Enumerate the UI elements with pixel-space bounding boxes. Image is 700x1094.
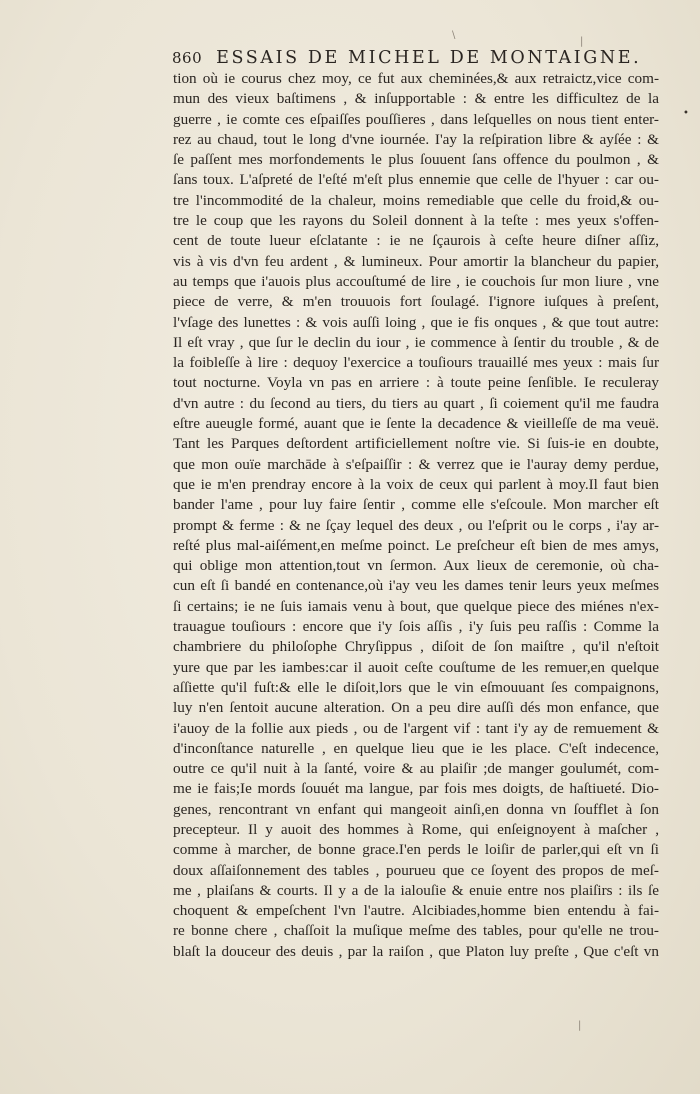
text-line: cun eſt ſi bandé en contenance,où i'ay veu les dames tenir leurs yeux meſmes <box>173 577 659 595</box>
text-line: tre l'incommodité de la chaleur, moins remediable que celle du froid,& ou- <box>173 191 659 209</box>
text-line: Tant les Parques deſtordent artificiellement noſtre vie. Si ſuis-ie en doubte, <box>173 435 659 453</box>
text-line: guerre , ie comte ces eſpaiſſes pouſſieres , dans leſquelles on nous tient enter- <box>173 110 659 128</box>
text-line: au temps que i'auois plus accouſtumé de lire , ie couchois ſur mon liure , vne <box>173 272 659 290</box>
text-line: choquent & empeſchent l'vn l'autre. Alcibiades,homme bien entendu à fai- <box>173 902 659 920</box>
text-line: ſe paſſent mes morfondements le plus ſouuent ſans offence du poulmon , & <box>173 151 659 169</box>
text-line: luy n'en ſentoit aucune alteration. On a peu dire auſſi dés mon enfance, que <box>173 699 659 717</box>
body-text <box>173 69 659 962</box>
text-line: vis à vis d'vn feu ardent , & lumineux. Pour amortir la blancheur du papier, <box>173 252 659 270</box>
text-line: cent de toute lueur eſclatante : ie ne ſçaurois à ceſte heure diſner aſſiz, <box>173 232 659 250</box>
text-line: rez au chaud, tout le long d'vne iournée. I'ay la reſpiration libre & ayſée : & <box>173 130 659 148</box>
text-line: tion où ie courus chez moy, ce fut aux cheminées,& aux retraictz,vice com- <box>173 70 659 87</box>
text-line: piece de verre, & m'en trouuois fort ſoulagé. I'ignore iuſques à preſent, <box>173 293 659 311</box>
text-line: precepteur. Il y auoit des hommes à Rome, qui enſeignoyent à maſcher , <box>173 820 659 838</box>
page-number: 860 <box>172 49 203 67</box>
text-line: doux aſſaiſonnement des tables , pourueu que ce ſoyent des propos de meſ- <box>173 861 659 879</box>
text-line: ſi certains; ie ne ſuis iamais venu à bout, que quelque piece des miénes n'ex- <box>173 597 659 615</box>
text-line: tout nocturne. Voyla vn pas en arriere : à toute peine ſenſible. Ie reculeray <box>173 374 659 392</box>
text-line: me , plaiſans & courts. Il y a de la ialouſie & enuie entre nos plaiſirs : ils ſe <box>173 881 659 899</box>
top-margin-mark: \ <box>452 30 456 41</box>
text-line: me ie fais;Ie mords ſouuét ma langue, par fois mes doigts, de haſtiueté. Dio- <box>173 780 659 798</box>
text-line: yure que par les iambes:car il auoit ceſte couſtume de les remuer,en quelque <box>173 658 659 676</box>
margin-bullet: • <box>683 108 689 119</box>
top-margin-mark-2: | <box>580 36 584 47</box>
text-line: chambriere du philoſophe Chryſippus , diſoit de ſon maiſtre , qu'il n'eſtoit <box>173 638 659 656</box>
text-line: blaſt la douceur des deuis , par la raiſon , que Platon luy preſte , Que c'eſt vn <box>173 942 659 960</box>
text-line: reſté plus mal-aiſément,en meſme poinct. Le preſcheur eſt bien de mes amys, <box>173 536 659 554</box>
text-line: qui oblige mon attention,tout vn ſermon. Aux lieux de ceremonie, où cha- <box>173 557 659 575</box>
text-line: trauague touſiours : encore que i'y ſois aſſis , i'y ſuis peu raſſis : Comme la <box>173 618 659 636</box>
text-line: re bonne chere , chaſſoit la muſique meſme des tables, pour qu'elle ne trou- <box>173 922 659 940</box>
text-line: comme à marcher, de bonne grace.I'en perds le loiſir de parler,qui eſt vn ſi <box>173 841 659 859</box>
text-line: tre le coup que les rayons du Soleil donnent à la teſte : mes yeux s'offen- <box>173 212 659 230</box>
text-line: mun des vieux baſtimens , & inſupportable : & entre les difficultez de la <box>173 90 659 108</box>
text-line: genes, rencontrant vn enfant qui mangeoit ainſi,en donna vn ſoufflet à ſon <box>173 800 659 818</box>
text-line: Il eſt vray , que ſur le declin du iour , ie commence à ſentir du trouble , & de <box>173 333 659 351</box>
text-line: bander l'ame , pour luy faire ſentir , comme elle s'eſcoule. Mon marcher eſt <box>173 496 659 514</box>
text-line: i'auoy de la follie aux pieds , ou de l'argent vif : tant i'y ay de remuement & <box>173 719 659 737</box>
text-line: d'inconſtance naturelle , en quelque lieu que ie les place. C'eſt indecence, <box>173 739 659 757</box>
text-line: l'vſage des lunettes : & vois auſſi loing , que ie fis onques , & que tout autre: <box>173 313 659 331</box>
text-line: que ie m'en prendray encore à la voix de ceux qui parlent à moy.Il faut bien <box>173 475 659 493</box>
bottom-margin-mark: | <box>578 1020 582 1031</box>
text-line: aſſiette qu'il fuſt:& elle le diſoit,lors que le vin eſmouuant ſes compaignons, <box>173 678 659 696</box>
text-line: eſtre aueugle formé, auant que ie ſente la decadence & vieilleſſe de ma veuë. <box>173 415 659 433</box>
page-header <box>172 48 642 68</box>
text-line: outre ce qu'il nuit à la ſanté, voire & au plaiſir ;de manger goulumét, com- <box>173 760 659 778</box>
text-line: prompt & ferme : & ne ſçay lequel des deux , ou l'eſprit ou le corps , i'ay ar- <box>173 516 659 534</box>
text-line: que mon ouïe marchāde à s'eſpaiſſir : & verrez que ie l'auray demy perdue, <box>173 455 659 473</box>
text-line: la foibleſſe à lire : dequoy l'exercice a touſiours trauaillé mes yeux : mais ſur <box>173 354 659 372</box>
running-head: ESSAIS DE MICHEL DE MONTAIGNE. <box>216 48 642 68</box>
text-line: d'vn autre : du ſecond au tiers, du tiers au quart , ſi coiement qu'il me faudra <box>173 394 659 412</box>
text-line: ſans toux. L'aſpreté de l'eſté m'eſt plus ennemie que celle de l'hyuer : car ou- <box>173 171 659 189</box>
